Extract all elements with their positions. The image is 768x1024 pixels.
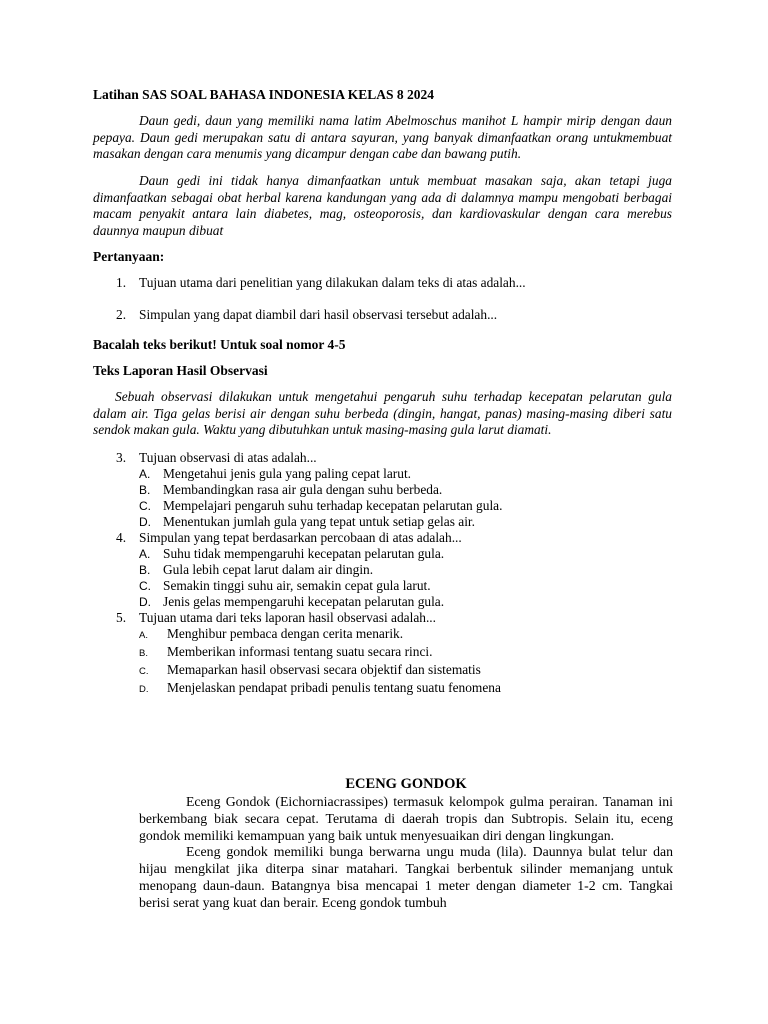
question-5	[116, 610, 676, 626]
option-3a	[116, 466, 676, 482]
option-3d	[116, 514, 676, 530]
option-letter: C.	[139, 579, 151, 593]
document-title: Latihan SAS SOAL BAHASA INDONESIA KELAS 8 2024	[93, 87, 434, 102]
question-number: 1.	[116, 275, 127, 290]
option-letter: D.	[139, 684, 149, 695]
option-3b	[116, 482, 676, 498]
question-text: Tujuan utama dari penelitian yang dilakukan dalam teks di atas adalah...	[139, 275, 526, 290]
option-text: Mempelajari pengaruh suhu terhadap kecepatan pelarutan gula.	[163, 498, 503, 513]
option-letter: C.	[139, 666, 149, 677]
option-letter: D.	[139, 515, 151, 529]
question-1	[116, 275, 526, 291]
question-text: Tujuan observasi di atas adalah...	[139, 450, 317, 465]
option-4c	[116, 578, 676, 594]
question-text: Tujuan utama dari teks laporan hasil observasi adalah...	[139, 610, 436, 625]
passage1-paragraph-1: Daun gedi, daun yang memiliki nama latim Abelmoschus manihot L hampir mirip dengan daun pepaya. Daun gedi merupakan satu di antara sayuran, yang banyak dimanfaatkan orang untukmembuat masakan dengan cara menumis yang dicampur dengan cabe dan bawang putih.	[93, 113, 672, 162]
question-list-3-5	[116, 450, 676, 698]
option-text: Menjelaskan pendapat pribadi penulis tentang suatu fenomena	[167, 680, 501, 695]
option-4a	[116, 546, 676, 562]
option-4b	[116, 562, 676, 578]
question-text: Simpulan yang tepat berdasarkan percobaan di atas adalah...	[139, 530, 462, 545]
passage1-paragraph-2: Daun gedi ini tidak hanya dimanfaatkan untuk membuat masakan saja, akan tetapi juga dimanfaatkan sebagai obat herbal karena kandungan yang ada di dalamnya mampu mengobati berbagai macam penyakit antara lain diabetes, mag, osteoporosis, dan kardiovaskular dengan cara merebus daunnya maupun dibuat	[93, 173, 672, 239]
eceng-paragraph-2: Eceng gondok memiliki bunga berwarna ungu muda (lila). Daunnya bulat telur dan hijau mengkilat jika diterpa sinar matahari. Tangkai berbentuk silinder memanjang untuk menopang daun-daun. Batangnya bisa mencapai 1 meter dengan diameter 1-2 cm. Tangkai berisi serat yang kuat dan berair. Eceng gondok tumbuh	[139, 844, 673, 910]
option-letter: A.	[139, 467, 151, 481]
option-letter: A.	[139, 630, 148, 641]
option-text: Memaparkan hasil observasi secara objektif dan sistematis	[167, 662, 481, 677]
option-text: Menghibur pembaca dengan cerita menarik.	[167, 626, 404, 641]
option-5c	[116, 662, 676, 680]
question-number: 2.	[116, 307, 127, 322]
option-letter: B.	[139, 563, 151, 577]
option-letter: D.	[139, 595, 151, 609]
question-4	[116, 530, 676, 546]
option-text: Menentukan jumlah gula yang tepat untuk setiap gelas air.	[163, 514, 475, 529]
option-letter: C.	[139, 499, 151, 513]
option-text: Membandingkan rasa air gula dengan suhu berbeda.	[163, 482, 443, 497]
question-number: 4.	[116, 530, 127, 545]
eceng-gondok-title: ECENG GONDOK	[345, 776, 467, 792]
option-text: Gula lebih cepat larut dalam air dingin.	[163, 562, 374, 577]
option-5d	[116, 680, 676, 698]
eceng-paragraph-1: Eceng Gondok (Eichorniacrassipes) termasuk kelompok gulma perairan. Tanaman ini berkembang biak secara cepat. Terutama di daerah tropis dan Subtropis. Selain itu, eceng gondok memiliki kemampuan yang baik untuk menyesuaikan diri dengan lingkungan.	[139, 794, 673, 843]
option-letter: B.	[139, 648, 148, 659]
option-3c	[116, 498, 676, 514]
option-text: Suhu tidak mempengaruhi kecepatan pelarutan gula.	[163, 546, 445, 561]
question-text: Simpulan yang dapat diambil dari hasil observasi tersebut adalah...	[139, 307, 498, 322]
option-text: Semakin tinggi suhu air, semakin cepat gula larut.	[163, 578, 431, 593]
question-3	[116, 450, 676, 466]
question-2	[116, 307, 497, 323]
instruction-heading: Bacalah teks berikut! Untuk soal nomor 4-5	[93, 337, 346, 352]
option-text: Memberikan informasi tentang suatu secara rinci.	[167, 644, 433, 659]
pertanyaan-heading: Pertanyaan:	[93, 249, 165, 264]
question-number: 3.	[116, 450, 127, 465]
option-text: Jenis gelas mempengaruhi kecepatan pelarutan gula.	[163, 594, 445, 609]
option-text: Mengetahui jenis gula yang paling cepat larut.	[163, 466, 412, 481]
eceng-gondok-text	[139, 794, 673, 912]
report-paragraph: Sebuah observasi dilakukan untuk mengetahui pengaruh suhu terhadap kecepatan pelarutan gula dalam air. Tiga gelas berisi air dengan suhu berbeda (dingin, hangat, panas) masing-masing diberi satu sendok makan gula. Waktu yang dibutuhkan untuk masing-masing gula larut diamati.	[93, 389, 672, 438]
option-4d	[116, 594, 676, 610]
option-letter: A.	[139, 547, 151, 561]
question-number: 5.	[116, 610, 127, 625]
option-letter: B.	[139, 483, 151, 497]
report-title: Teks Laporan Hasil Observasi	[93, 363, 268, 378]
option-5a	[116, 626, 676, 644]
option-5b	[116, 644, 676, 662]
